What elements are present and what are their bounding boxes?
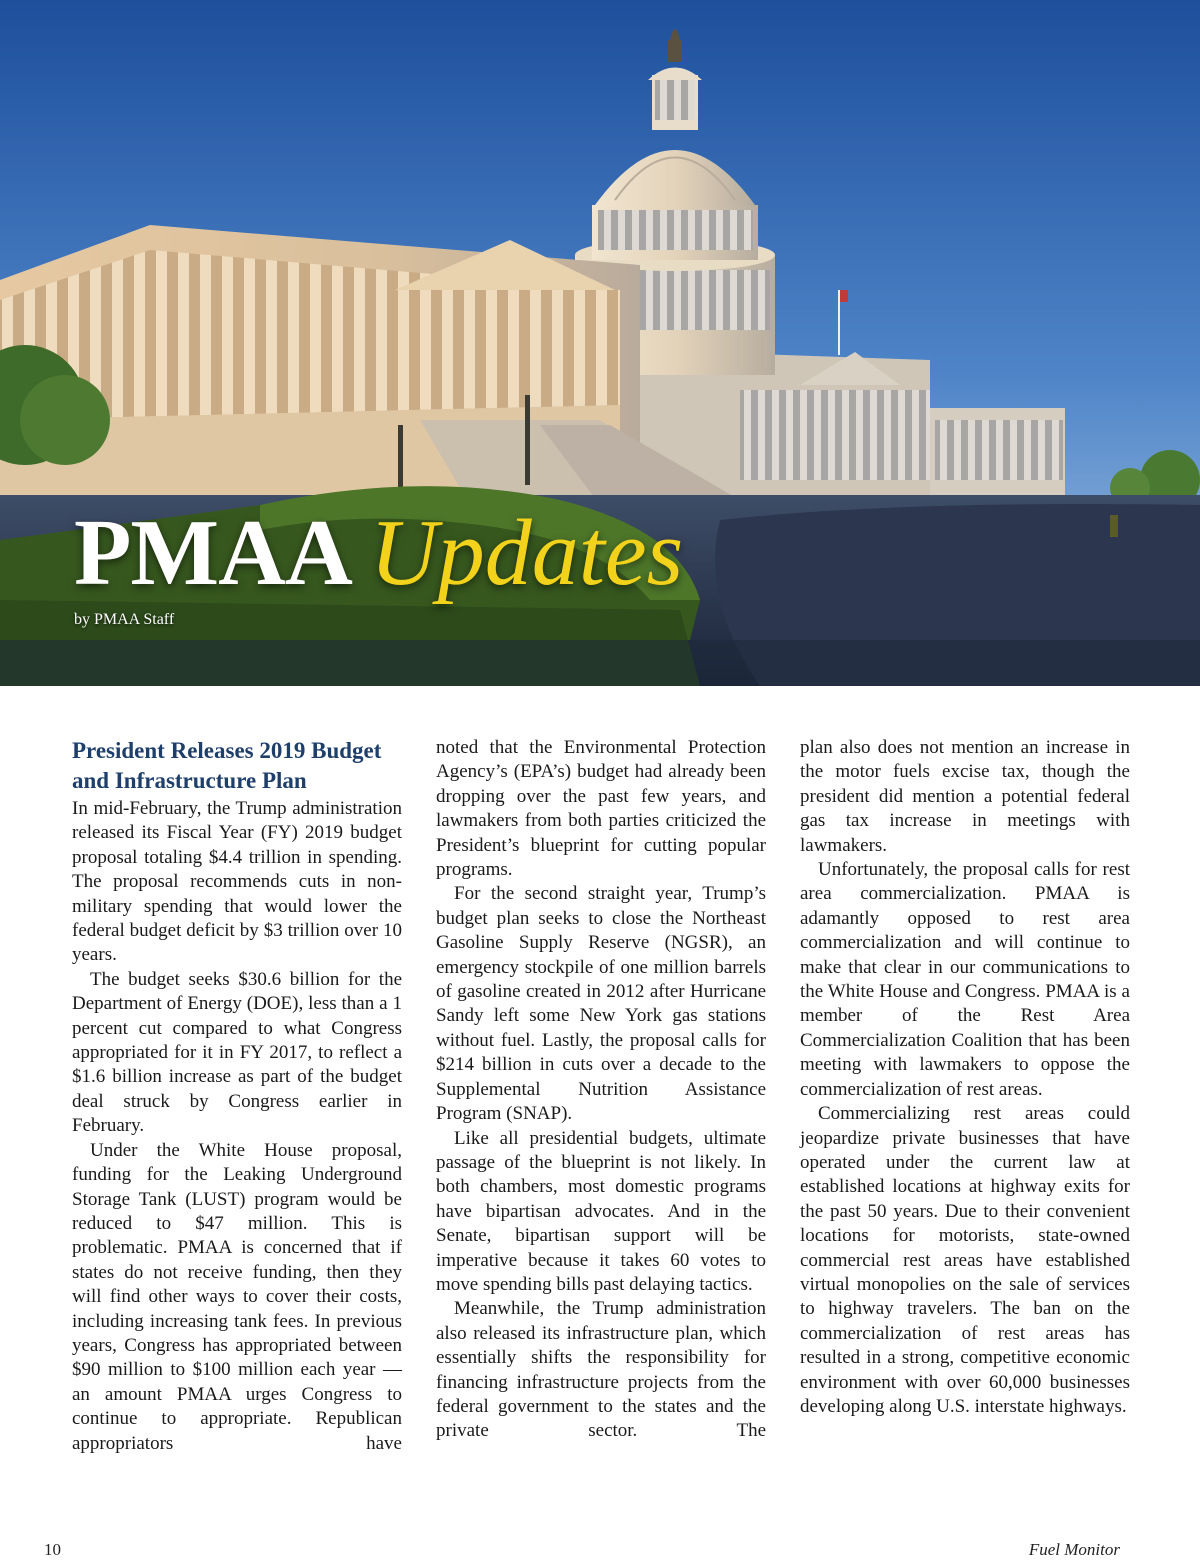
page-number: 10 (44, 1540, 61, 1559)
paragraph: noted that the Environmental Protection Agency’s (EPA’s) budget had already been dropping over the past few years, and lawmakers from both parties criticized the President’s blueprint for cutting popular programs. (436, 737, 766, 881)
page-title (74, 501, 684, 605)
paragraph: Under the White House proposal, funding for the Leaking Underground Storage Tank (LUST) program would be reduced to $47 million. This is problematic. PMAA is concerned that if states do not receive funding, then they will find other ways to cover their costs, including increasing tank fees. In previous years, Congress has appropriated between $90 million to $100 million each year — an amount PMAA urges Congress to continue to appropriate. Republican appropriators have (72, 1139, 402, 1454)
paragraph: Unfortunately, the proposal calls for rest area commercialization. PMAA is adamantly opposed to rest area commercialization and will continue to make that clear in our communications to the White House and Congress. PMAA is a member of the Rest Area Commercialization Coalition that has been meeting with lawmakers to oppose the commercialization of rest areas. (800, 859, 1130, 1100)
title-updates: Updates (369, 501, 684, 605)
title-pmaa: PMAA (74, 501, 352, 605)
article-column-2 (436, 736, 766, 1444)
article-headline: President Releases 2019 Budget and Infrastructure Plan (72, 738, 382, 793)
byline: by PMAA Staff (74, 611, 175, 628)
paragraph: Like all presidential budgets, ultimate passage of the blueprint is not likely. In both chambers, most domestic programs have bipartisan advocates. And in the Senate, bipartisan support will be imperative because it takes 60 votes to move spending bills past delaying tactics. (436, 1127, 766, 1295)
paragraph: For the second straight year, Trump’s budget plan seeks to close the Northeast Gasoline Supply Reserve (NGSR), an emergency stockpile of one million barrels of gasoline created in 2012 after Hurricane Sandy left some New York gas stations without fuel. Lastly, the proposal calls for $214 billion in cuts over a decade to the Supplemental Nutrition Assistance Program (SNAP). (436, 883, 766, 1125)
paragraph: Meanwhile, the Trump administration also released its infrastructure plan, which essentially shifts the responsibility for financing infrastructure projects from the federal government to the states and the private sector. The (436, 1298, 766, 1442)
article-column-1 (72, 736, 402, 1456)
paragraph: The budget seeks $30.6 billion for the Department of Energy (DOE), less than a 1 percent cut compared to what Congress appropriated for it in FY 2017, to reflect a $1.6 billion increase as part of the budget deal struck by Congress earlier in February. (72, 968, 402, 1137)
hero-image (0, 0, 1200, 686)
article-column-3 (800, 736, 1130, 1419)
magazine-name: Fuel Monitor (1028, 1540, 1120, 1559)
paragraph: plan also does not mention an increase in the motor fuels excise tax, though the president did mention a potential federal gas tax increase in meetings with lawmakers. (800, 737, 1130, 856)
paragraph: Commercializing rest areas could jeopardize private businesses that have operated under the current law at established locations at highway exits for the past 50 years. Due to their convenient locations for motorists, state-owned commercial rest areas have established virtual monopolies on the sale of services to highway travelers. The ban on the commercialization of rest areas has resulted in a strong, competitive economic environment with over 60,000 businesses developing along U.S. interstate highways. (800, 1103, 1130, 1417)
paragraph: In mid-February, the Trump administration released its Fiscal Year (FY) 2019 budget proposal totaling $4.4 trillion in spending. The proposal recommends cuts in non-military spending that would lower the federal budget deficit by $3 trillion over 10 years. (72, 798, 402, 966)
